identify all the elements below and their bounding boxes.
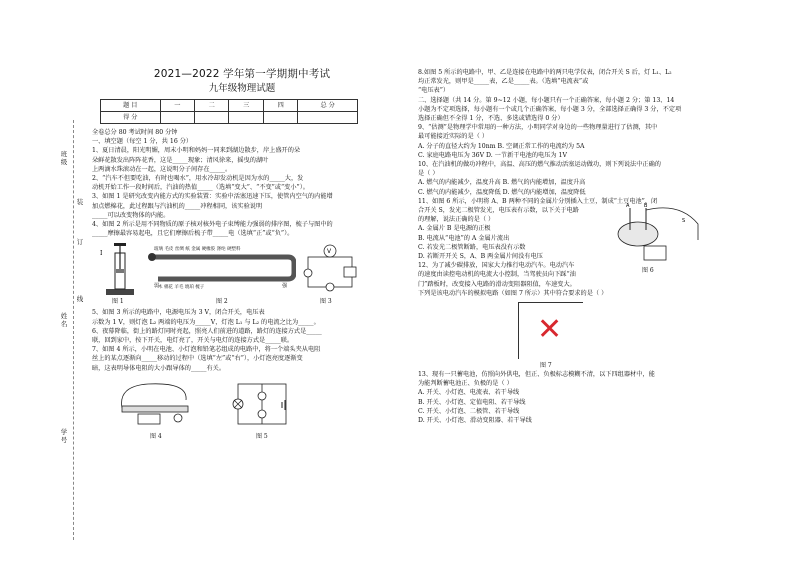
- exam-title: 2021—2022 学年第一学期期中考试: [153, 68, 331, 80]
- text-line: 丝上的某点逐渐向_____移动的过程中（选填“左”或“右”），小灯泡亮度逐渐变: [92, 355, 303, 363]
- fig2-label: 涤纶: [216, 247, 226, 253]
- text-line: “电压表”）: [418, 87, 450, 95]
- text-line: 全卷总分 80 考试时间 80 分钟: [92, 129, 178, 136]
- text-line: 二、选择题（共 14 分。第 9~12 小题，每小题只有一个正确答案，每小题 2 分；第 13、14: [418, 96, 675, 104]
- side-label-class: 班级: [60, 150, 68, 166]
- text-line: B. 开关、小灯泡、定值电阻、若干导线: [418, 398, 526, 406]
- side-label-ding: 订: [76, 238, 84, 246]
- red-x-icon: ✕: [537, 312, 563, 348]
- text-line: 加点燃棉花，此过程跟与汽油机的_____冲程相同，该实验说明: [92, 202, 263, 210]
- fig5-caption: 图 5: [256, 432, 268, 440]
- score-cell: 总 分: [298, 100, 358, 112]
- figures-1-3: [92, 241, 392, 305]
- text-line: 朵鲜花散发出阵阵花香，这是_____现象；清风徐来，摇曳的湖叶: [92, 156, 269, 164]
- text-line: 小题为不定项选择，每小题有一个或几个正确答案，每小题 3 分，全部选择正确得 3 分，不定项: [418, 105, 682, 113]
- text-line: C. 家庭电路电压为 36V D. 一节新干电池的电压为 1V: [418, 151, 567, 159]
- text-line: 9、“估测”是物理学中常用的一种方法，小明同学对身边的一些物理量进行了估测，其中: [418, 124, 658, 132]
- text-line: 13、现有一只蓄电池，仿照向外供电，但正、负极标志模糊不清，以下四组器材中，能: [418, 371, 655, 379]
- fig2-label: 木: [158, 285, 163, 291]
- fig2-label: 金属: [191, 247, 201, 253]
- text-line: 1、夏日清晨，阳光明媚，周末小明和妈妈一同来到湖边散步，岸上盛开的朵: [92, 147, 301, 155]
- text-line: 2、“汽车不但要吃油，有时也喝水”，用水冷却发动机是因为水的_____大，发: [92, 175, 304, 183]
- text-line: A. 金属片 B 是电源的正极: [418, 225, 491, 233]
- text-line: C. 若发光二极管断路，电压表没有示数: [418, 243, 526, 251]
- score-cell: [160, 112, 194, 124]
- score-cell: [298, 112, 358, 124]
- score-table: [100, 99, 358, 124]
- exam-subtitle: 九年级物理试题: [208, 83, 276, 94]
- fig2-label: 梳子: [195, 285, 205, 291]
- side-label-xian: 线: [76, 295, 84, 303]
- text-line: 10、在汽油机的做功冲程中，高温、高压的燃气推动活塞运动做功，则下列说法中正确的: [418, 161, 661, 169]
- score-cell: 三: [229, 100, 263, 112]
- text-line: 动机开始工作一段时间后，汽油的热值_____（选填“变大”、“不变”或“变小”）。: [92, 184, 309, 192]
- fig2-label: 纸: [185, 247, 190, 253]
- text-line: 下列是该电动汽车的模拟电路（如图 7 所示）其中符合要求的是（ ）: [418, 289, 608, 297]
- text-line: 11、如图 6 所示，小明将 A、B 两种不同的金属片分别插入土豆，制成“土豆电池”，闭: [418, 197, 658, 205]
- score-cell: 一: [160, 100, 194, 112]
- text-line: 5、如图 3 所示的电路中，电源电压为 3 V，闭合开关，电压表: [92, 309, 265, 317]
- score-cell: [263, 112, 297, 124]
- score-table-header-row: [101, 100, 358, 112]
- text-line: 一、填空题（每空 1 分，共 16 分）: [92, 138, 193, 146]
- text-line: _____摩擦最容易起电，且它们摩擦后梳子带_____电（选填“正”或“负”）。: [92, 230, 294, 238]
- text-line: _____可以改变物体的内能。: [92, 211, 170, 219]
- text-line: D. 若断开开关 S，A、B 两金属片间没有电压: [418, 253, 543, 261]
- fig2-row2: [158, 283, 204, 292]
- fig2-row1: [154, 245, 241, 254]
- score-table-row: [101, 112, 358, 124]
- binding-line: [73, 120, 74, 540]
- fig2-label: 玻璃: [154, 247, 163, 253]
- side-label-zhuang: 装: [76, 198, 84, 206]
- fig2-label: 硬橡胶: [201, 247, 216, 253]
- text-line: 均正常发光，则甲是_____表，乙是_____表。（选填“电流表”或: [418, 78, 589, 86]
- text-line: 的理解，说法正确的是（ ）: [418, 216, 495, 224]
- text-line: 暗，这表明导体电阻的大小跟导体的_____有关。: [92, 364, 226, 372]
- figures-4-5: [92, 376, 392, 442]
- fig2-label: 琥珀: [184, 285, 194, 291]
- svg-text:V: V: [327, 248, 332, 256]
- text-line: 8.如图 5 所示的电路中，甲、乙是连接在电路中的两只电学仪表，闭合开关 S 后，灯 L₁、L₂: [418, 69, 672, 76]
- text-line: A. 燃气的内能减少，温度升高 B. 燃气的内能增加，温度升高: [418, 179, 586, 187]
- text-line: 4、如图 2 所示是用不同物质的原子核对核外电子束缚能力强弱的排序图，梳子与图中的: [92, 221, 333, 229]
- text-line: 联，回到家中，按下开关，电灯亮了，开关与电灯的连接方式是_____联。: [92, 337, 294, 345]
- score-cell: [195, 112, 229, 124]
- text-line: 6、夜幕降临，街上的路灯同时亮起，照亮人们前进的道路，路灯的连接方式是_____: [92, 327, 322, 335]
- fig4-pencil-circuit: [108, 378, 198, 428]
- text-line: A. 开关、小灯泡、电流表、若干导线: [418, 389, 520, 397]
- text-line: 示数为 1 V，则灯泡 L₂ 两端的电压为_____V，灯泡 L₁ 与 L₂ 的电流之比为_____。: [92, 318, 320, 326]
- score-cell: [229, 112, 263, 124]
- svg-text:A: A: [626, 203, 630, 210]
- fig4-caption: 图 4: [150, 432, 162, 440]
- text-line: B. 电流从“电池”的 A 金属片流出: [418, 234, 510, 242]
- text-line: 门”踏板时，改变接入电路的滑动变阻器阻值，车速变大。: [418, 280, 576, 288]
- text-line: D. 开关、小灯泡、滑动变阻器、若干导线: [418, 417, 532, 425]
- q11-block: [418, 203, 718, 289]
- fig2-label: 硬塑料: [227, 247, 241, 253]
- fig2-label: 丝绸: [174, 247, 184, 253]
- fig2-label: 棉花: [163, 285, 173, 291]
- text-line: 3、如图 1 是研究改变内能方式的实验装置：实验中活塞迅速下压，使管内空气的内能增: [92, 193, 333, 201]
- text-line: 最可能接近实际的是（ ）: [418, 133, 489, 141]
- svg-text:S: S: [682, 218, 686, 225]
- fig6-caption: 图 6: [642, 267, 654, 275]
- right-column: [418, 68, 718, 425]
- text-line: 上两滴水珠滚动在一起，这说明分子间存在_____。: [92, 165, 232, 173]
- fig7-broken-image: [518, 302, 583, 359]
- fig2-caption: 图 2: [216, 298, 228, 306]
- svg-text:强: 强: [282, 283, 288, 290]
- score-cell: 四: [263, 100, 297, 112]
- fig3-caption: 图 3: [320, 298, 332, 306]
- svg-text:B: B: [644, 203, 648, 210]
- text-line: C. 开关、小灯泡、二极管、若干导线: [418, 407, 520, 415]
- svg-text:弱: 弱: [154, 283, 160, 290]
- fig1-caption: 图 1: [112, 298, 124, 306]
- text-line: 合开关 S，发光二极管发光，电压表有示数，以下关于电路: [418, 207, 579, 215]
- left-column: [92, 68, 392, 445]
- side-label-number: 学号: [60, 428, 68, 444]
- text-line: 为能判断蓄电池正、负极的是（ ）: [418, 380, 513, 388]
- fig5-circuit-diagram: [232, 376, 292, 430]
- text-line: 是（ ）: [418, 170, 439, 178]
- text-line: A. 分子的直径大约为 10nm B. 空调正常工作的电流约为 5A: [418, 142, 585, 150]
- text-line: C. 燃气的内能减少，温度降低 D. 燃气的内能增加，温度降低: [418, 188, 586, 196]
- text-line: 7、如图 4 所示，小明在电池、小灯泡和铅笔芯组成的电路中，将一个端头夹从电阻: [92, 346, 321, 354]
- score-cell: 题 目: [101, 100, 161, 112]
- text-line: 12、为了减少碳排放，国家大力推行电动汽车。电动汽车: [418, 262, 575, 270]
- fig2-label: 毛皮: [164, 247, 174, 253]
- text-line: 选择正确但不全得 1 分，不选、多选或错选得 0 分）: [418, 115, 564, 123]
- fig7-caption: 图 7: [540, 362, 552, 370]
- score-cell: 二: [195, 100, 229, 112]
- fig6-potato-battery: [610, 200, 706, 264]
- side-label-name: 姓名: [60, 312, 68, 328]
- text-line: 的速度由读控电动机的电流大小控制，当驾驶员向下踩“油: [418, 271, 576, 279]
- fig2-label: 羊毛: [174, 285, 184, 291]
- svg-text:I: I: [100, 250, 103, 258]
- fig3-circuit-diagram: [300, 243, 360, 297]
- fig1-piston-icon: [98, 243, 142, 297]
- score-cell: 得 分: [101, 112, 161, 124]
